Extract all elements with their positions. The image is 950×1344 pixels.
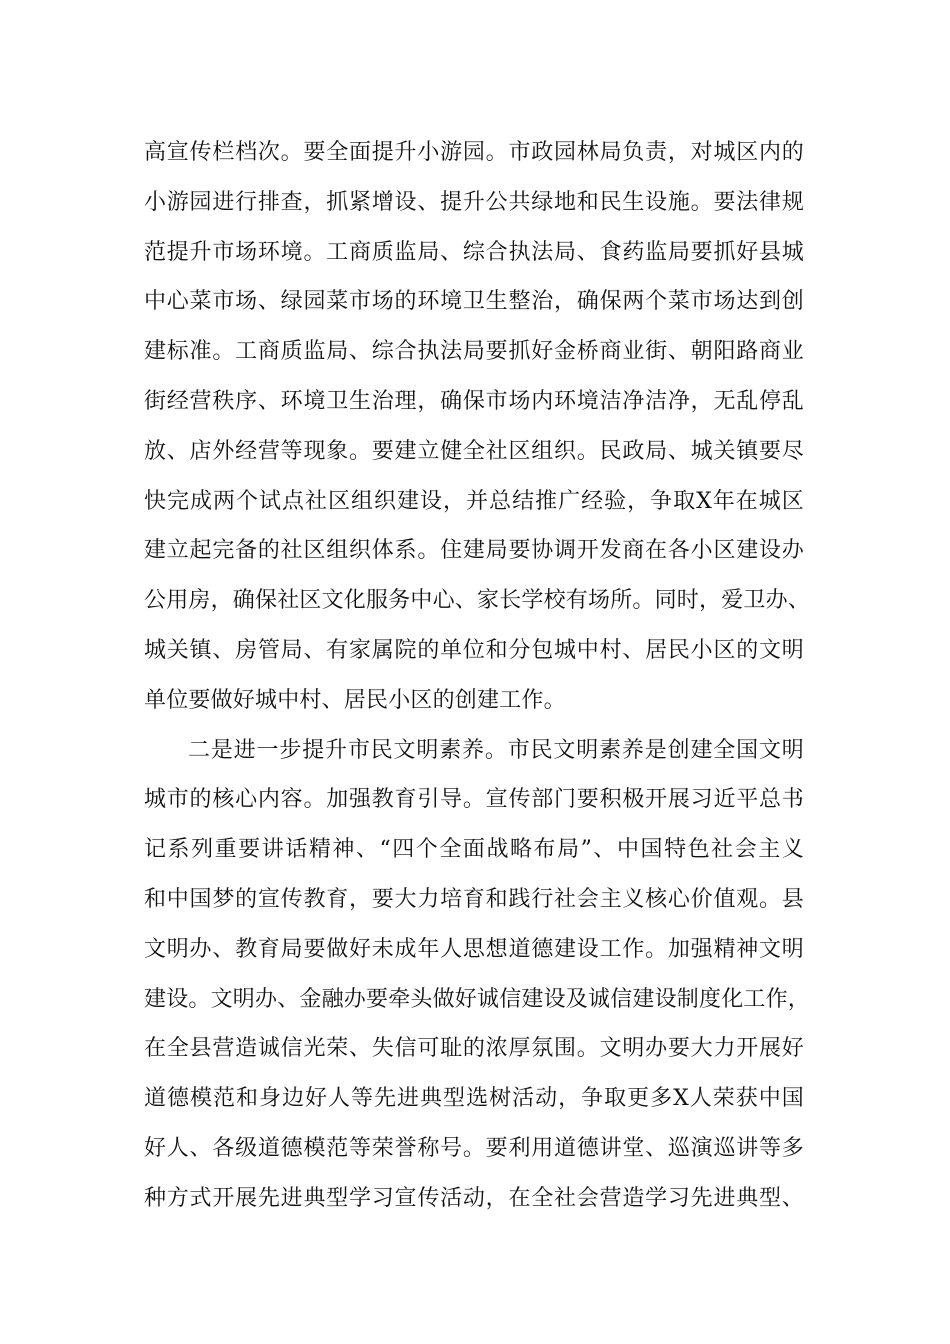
- paragraph-end-line: 单位要做好城中村、居民小区的创建工作。: [144, 687, 566, 713]
- text-line: 在全县营造诚信光荣、失信可耻的浓厚氛围。文明办要大力开展好: [144, 1036, 804, 1062]
- text-line: 文明办、教育局要做好未成年人思想道德建设工作。加强精神文明: [144, 936, 804, 962]
- text-line: 小游园进行排查，抓紧增设、提升公共绿地和民生设施。要法律规: [144, 189, 804, 215]
- text-line: 记系列重要讲话精神、“四个全面战略布局”、中国特色社会主义: [144, 837, 804, 863]
- text-line: 快完成两个试点社区组织建设，并总结推广经验，争取X年在城区: [144, 488, 804, 514]
- text-line: 建立起完备的社区组织体系。住建局要协调开发商在各小区建设办: [144, 538, 804, 564]
- text-line: 城市的核心内容。加强教育引导。宣传部门要积极开展习近平总书: [144, 787, 804, 813]
- text-line: 建设。文明办、金融办要牵头做好诚信建设及诚信建设制度化工作，: [144, 986, 811, 1012]
- text-line: 城关镇、房管局、有家属院的单位和分包城中村、居民小区的文明: [144, 637, 804, 663]
- text-line: 范提升市场环境。工商质监局、综合执法局、食药监局要抓好县城: [144, 239, 804, 265]
- text-line: 高宣传栏档次。要全面提升小游园。市政园林局负责，对城区内的: [144, 140, 804, 165]
- text-line: 建标准。工商质监局、综合执法局要抓好金桥商业街、朝阳路商业: [144, 339, 804, 365]
- text-line: 放、店外经营等现象。要建立健全社区组织。民政局、城关镇要尽: [144, 438, 804, 464]
- text-line: 种方式开展先进典型学习宣传活动，在全社会营造学习先进典型、: [144, 1185, 804, 1211]
- text-line: 道德模范和身边好人等先进典型选树活动，争取更多X人荣获中国: [144, 1086, 804, 1112]
- text-line: 公用房，确保社区文化服务中心、家长学校有场所。同时，爱卫办、: [144, 588, 811, 614]
- text-line: 好人、各级道德模范等荣誉称号。要利用道德讲堂、巡演巡讲等多: [144, 1135, 804, 1161]
- text-line: 和中国梦的宣传教育，要大力培育和践行社会主义核心价值观。县: [144, 886, 804, 912]
- paragraph-first-line: 二是进一步提升市民文明素养。市民文明素养是创建全国文明: [188, 737, 804, 763]
- text-line: 中心菜市场、绿园菜市场的环境卫生整治，确保两个菜市场达到创: [144, 289, 804, 315]
- document-body: [144, 132, 811, 1228]
- text-line: 街经营秩序、环境卫生治理，确保市场内环境洁净洁净，无乱停乱: [144, 388, 804, 414]
